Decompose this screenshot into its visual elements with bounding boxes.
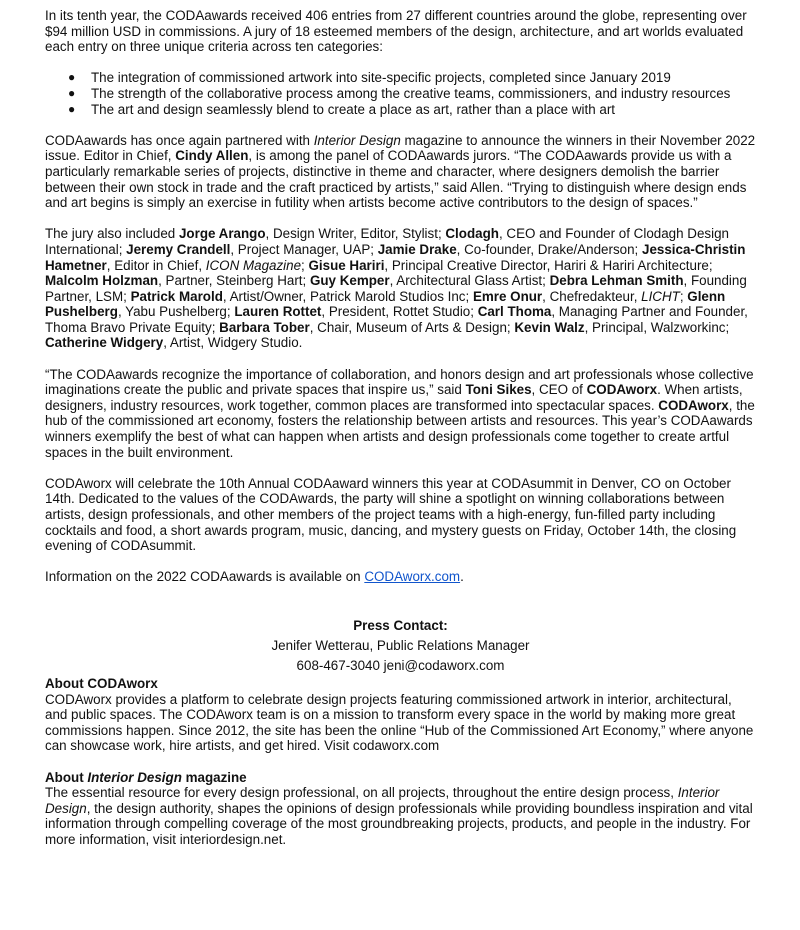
editor-name: Cindy Allen xyxy=(175,148,249,164)
about-text: The essential resource for every design professional, on all projects, throughout the entire design process, xyxy=(45,785,678,801)
info-text: . xyxy=(460,569,464,585)
juror-name: Jorge Arango xyxy=(178,226,266,242)
juror-role: , Architectural Glass Artist; xyxy=(389,273,550,289)
juror-role: , Editor in Chief, xyxy=(106,257,206,273)
info-paragraph xyxy=(45,569,756,585)
juror-role: , Founding Partner, LSM; xyxy=(45,273,747,304)
quote-text: “The CODAawards recognize the importance of collaboration, and honors design and art professionals whose collective imaginations create the public and private spaces that inspire us,” said xyxy=(45,366,754,398)
info-text: Information on the 2022 CODAawards is available on xyxy=(45,569,365,585)
juror-role: , Co-founder, Drake/Anderson; xyxy=(456,241,642,257)
celebration-paragraph: CODAworx will celebrate the 10th Annual CODAaward winners this year at CODAsummit in Denver, CO on October 14th. Dedicated to the values of the CODAwards, the party will shine a spotlight on winning collaborations between artists, design professionals, and other members of the project teams with a high-energy, fun-filled party including cocktails and food, a short awards program, music, dancing, and mystery guests on Friday, October 14th, the closing evening of CODAsummit. xyxy=(45,475,737,554)
juror-role: , Artist/Owner, Patrick Marold Studios Inc; xyxy=(222,288,473,304)
heading-text: magazine xyxy=(181,769,247,785)
juror-name: Gisue Hariri xyxy=(308,257,385,273)
criteria-item xyxy=(68,101,756,118)
bullet-icon: ● xyxy=(68,101,76,116)
juror-role: , Project Manager, UAP; xyxy=(230,241,378,257)
partner-text: magazine to announce the winners in their November 2022 issue. Editor in Chief, xyxy=(45,132,756,164)
criteria-list xyxy=(45,70,756,117)
about-codaworx-heading: About CODAworx xyxy=(45,675,158,691)
about-interior-design-section xyxy=(45,770,756,848)
about-interior-design-heading xyxy=(45,770,756,786)
quote-text: . When artists, designers, industry resources, work together, common places are transformed into spectacular spaces. xyxy=(45,382,743,413)
publication-name: LICHT xyxy=(641,288,680,304)
publication-name: ICON Magazine xyxy=(205,257,302,273)
intro-paragraph: In its tenth year, the CODAawards received 406 entries from 27 different countries around the globe, representing over $94 million USD in commissions. A jury of 18 esteemed members of the design, architecture, and art worlds evaluated each entry on three unique criteria across ten categories: xyxy=(45,8,747,55)
criteria-item xyxy=(68,85,756,102)
about-interior-design-text xyxy=(45,785,756,847)
juror-name: Kevin Walz xyxy=(514,319,585,335)
juror-role: , Chefredakteur, xyxy=(542,288,642,304)
juror-role: , Partner, Steinberg Hart; xyxy=(158,273,310,289)
juror-name: Jeremy Crandell xyxy=(126,241,231,257)
juror-role: ; xyxy=(301,257,309,273)
jury-intro: The jury also included xyxy=(45,226,179,242)
quote-paragraph xyxy=(45,367,756,461)
juror-role: , Principal Creative Director, Hariri & Hariri Architecture; xyxy=(384,257,713,273)
org-name: CODAworx xyxy=(586,382,658,398)
partner-text: CODAawards has once again partnered with xyxy=(45,132,314,148)
partner-text: , is among the panel of CODAawards jurors. “The CODAawards provide us with a particularly remarkable series of projects, distinctive in theme and character, where designers demolish the barrier between their own stock in trade and the craft practiced by artists,” said Allen. “Trying to distinguish where design ends and art begins is simply an exercise in futility when artists become active contributors to the design of spaces.” xyxy=(45,148,747,211)
speaker-name: Toni Sikes xyxy=(465,382,532,398)
juror-role: , Artist, Widgery Studio. xyxy=(163,335,303,351)
jury-paragraph xyxy=(45,226,756,351)
criteria-item xyxy=(68,70,756,86)
juror-name: Jamie Drake xyxy=(377,241,457,257)
press-contact xyxy=(45,616,756,676)
quote-text: , CEO of xyxy=(531,382,587,398)
juror-name: Guy Kemper xyxy=(309,273,390,289)
juror-name: Jessica-Christin Hametner xyxy=(45,241,746,273)
juror-role: , Chair, Museum of Arts & Design; xyxy=(309,319,515,335)
about-codaworx-section xyxy=(45,676,756,754)
magazine-name: Interior Design xyxy=(313,132,401,148)
juror-name: Catherine Widgery xyxy=(45,335,164,351)
press-contact-name: Jenifer Wetterau, Public Relations Manager xyxy=(271,637,530,653)
bullet-icon: ● xyxy=(68,70,76,85)
codaworx-link[interactable]: CODAworx.com xyxy=(364,569,461,585)
juror-name: Glenn Pushelberg xyxy=(45,288,726,320)
juror-role: , Yabu Pushelberg; xyxy=(117,304,235,320)
juror-name: Malcolm Holzman xyxy=(45,273,159,289)
partner-paragraph xyxy=(45,133,756,211)
press-contact-details: 608-467-3040 jeni@codaworx.com xyxy=(296,657,505,673)
juror-name: Lauren Rottet xyxy=(234,304,322,320)
quote-text: , the hub of the commissioned art economy, fosters the relationship between artists and resources. This year’s CODAawards winners exemplify the best of what can happen when artists and design professionals come together to create artful spaces in the built environment. xyxy=(45,397,755,460)
juror-role: , Managing Partner and Founder, Thoma Bravo Private Equity; xyxy=(45,304,748,335)
juror-name: Clodagh xyxy=(445,226,499,242)
juror-name: Emre Onur xyxy=(472,288,543,304)
criteria-text: The integration of commissioned artwork into site-specific projects, completed since January 2019 xyxy=(91,70,671,86)
juror-role: ; xyxy=(679,288,688,304)
criteria-text: The strength of the collaborative process among the creative teams, commissioners, and industry resources xyxy=(91,85,731,101)
juror-name: Debra Lehman Smith xyxy=(549,273,684,289)
heading-text: About xyxy=(45,769,88,785)
juror-name: Barbara Tober xyxy=(219,319,310,335)
org-name: CODAworx xyxy=(658,397,729,413)
juror-role: , Design Writer, Editor, Stylist; xyxy=(265,226,446,242)
magazine-name: Interior Design xyxy=(45,785,720,816)
juror-role: , CEO and Founder of Clodagh Design International; xyxy=(45,226,729,257)
heading-magazine-name: Interior Design xyxy=(87,769,182,785)
bullet-icon: ● xyxy=(68,85,76,100)
press-contact-heading: Press Contact: xyxy=(353,617,448,633)
about-text: , the design authority, shapes the opinions of design professionals while providing boundless inspiration and vital information through compelling coverage of the most groundbreaking projects, products, and people in the industry. For more information, visit interiordesign.net. xyxy=(45,800,753,847)
about-codaworx-text: CODAworx provides a platform to celebrate design projects featuring commissioned artwork in interior, architectural, and public spaces. The CODAworx team is on a mission to transform every space in the world by making more great commissions happen. Since 2012, the site has been the online “Hub of the Commissioned Art Economy,” where anyone can showcase work, hire artists, and get hired. Visit codaworx.com xyxy=(45,691,754,754)
criteria-text: The art and design seamlessly blend to create a place as art, rather than a place with art xyxy=(91,101,616,117)
juror-name: Carl Thoma xyxy=(477,304,552,320)
juror-role: , President, Rottet Studio; xyxy=(321,304,478,320)
juror-name: Patrick Marold xyxy=(130,288,223,304)
juror-role: , Principal, Walzworkinc; xyxy=(584,319,730,335)
